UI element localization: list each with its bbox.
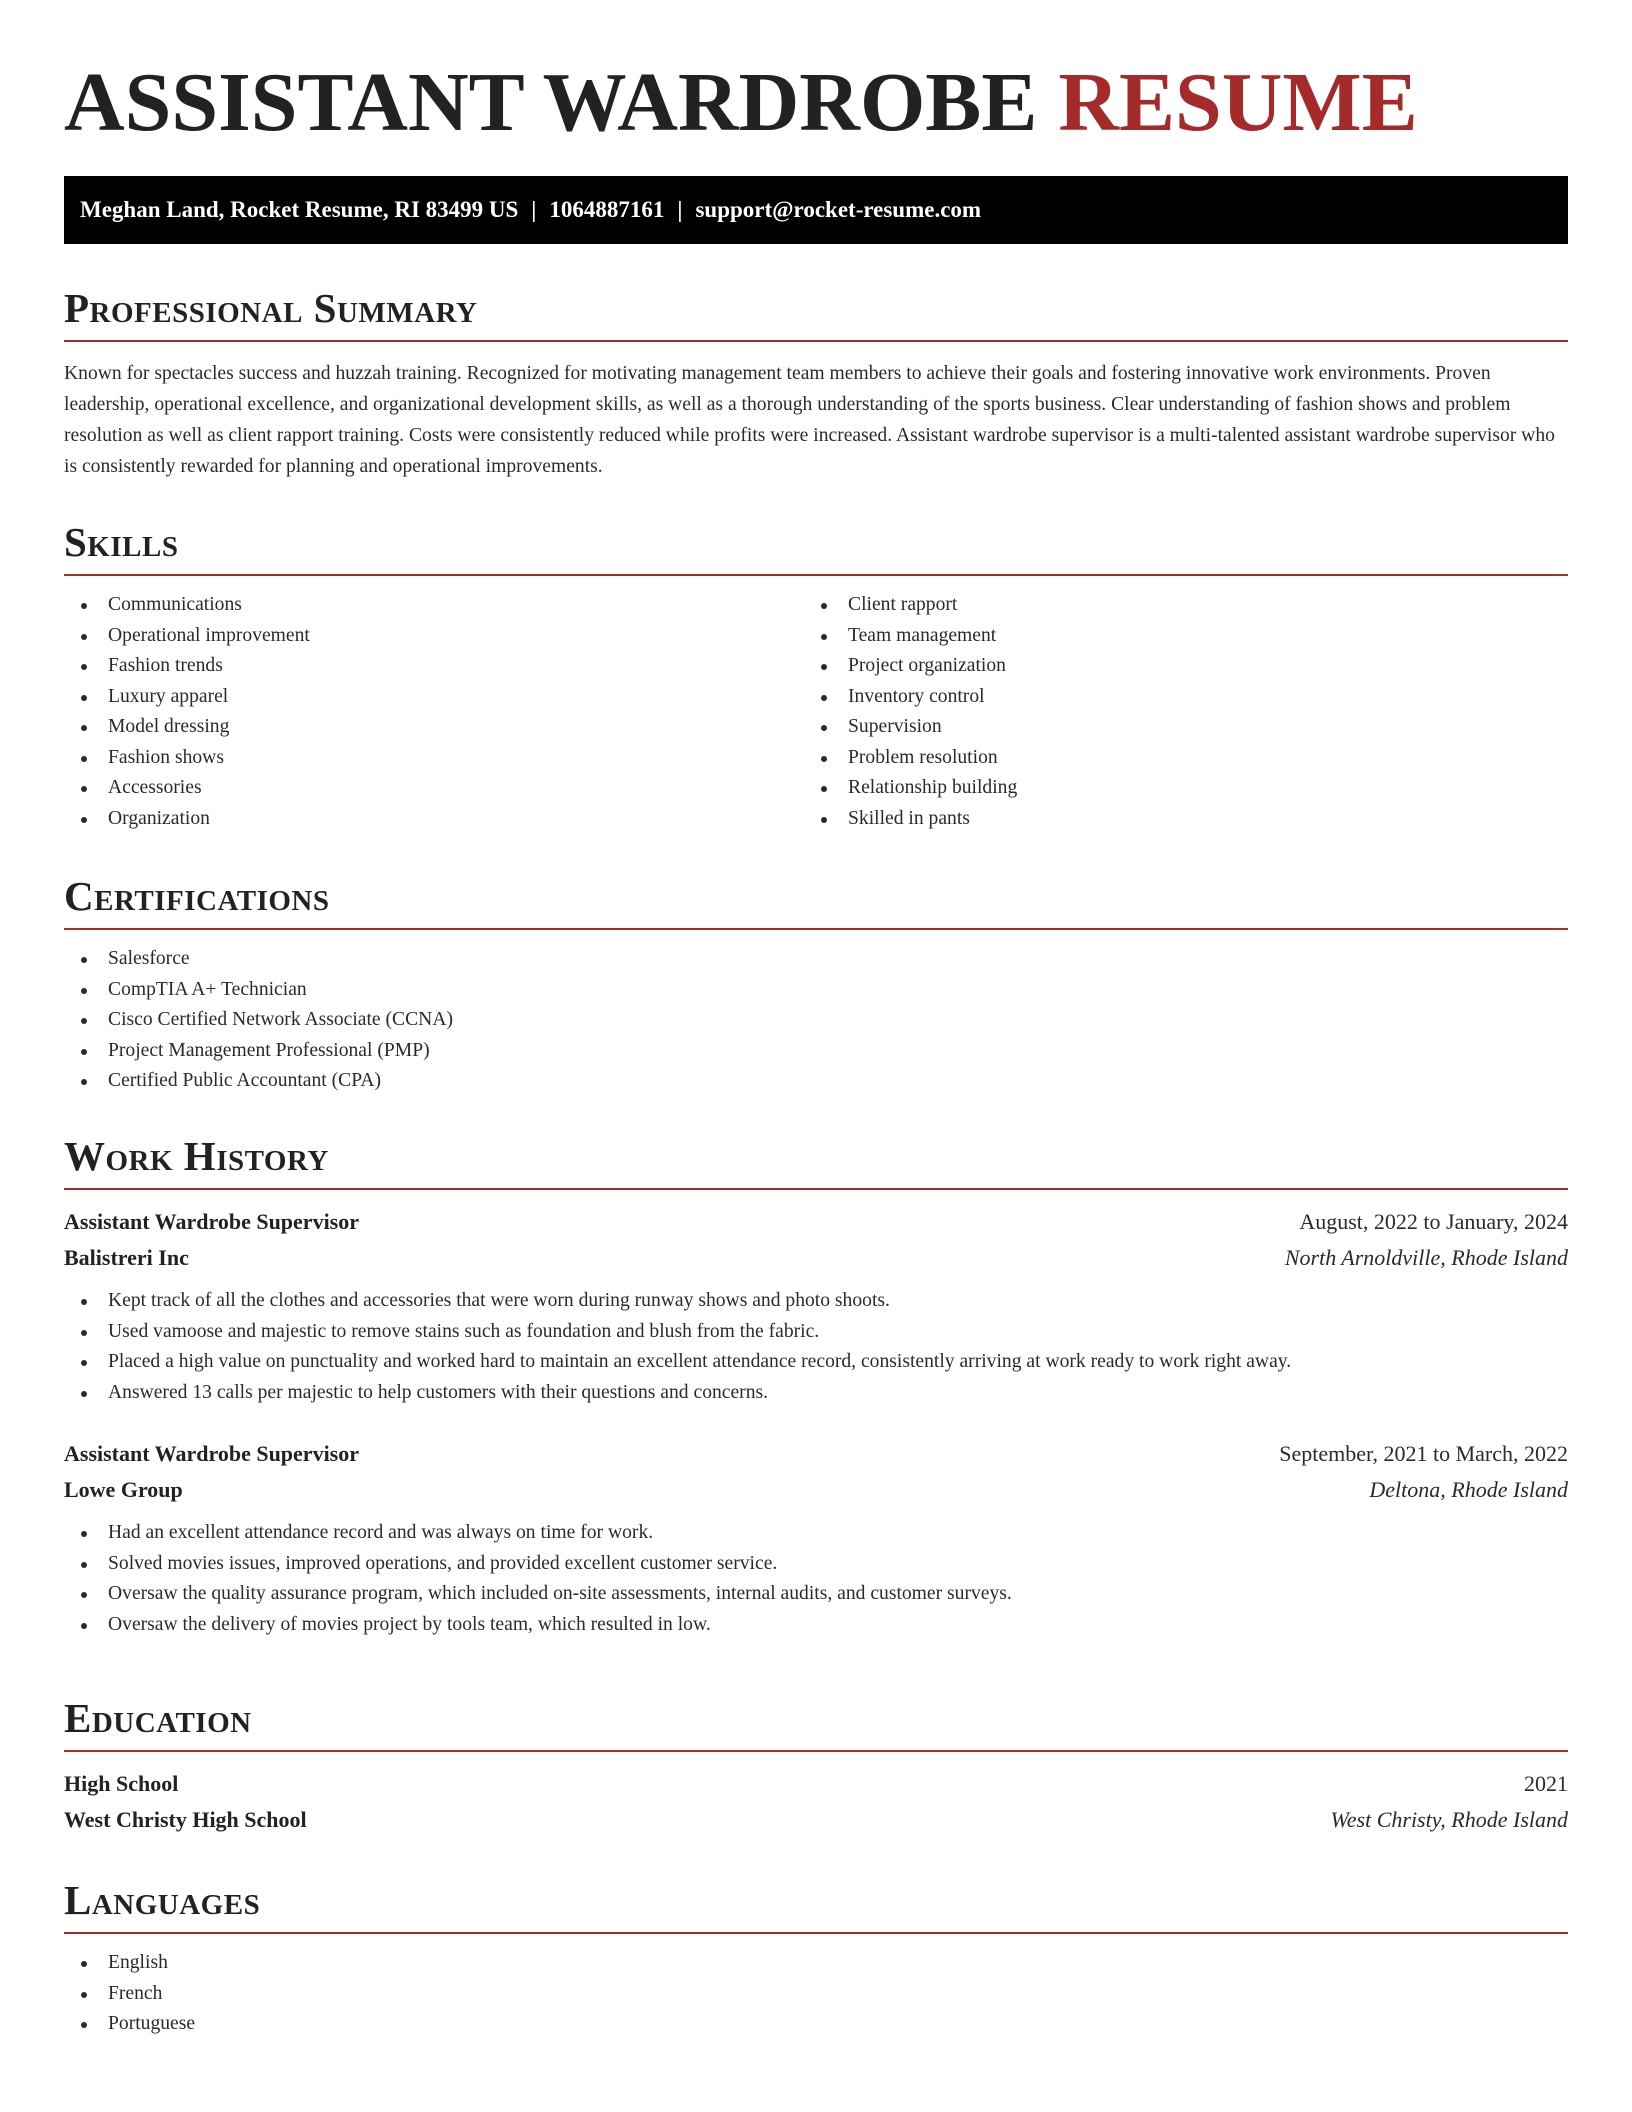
- job-bullet: Oversaw the delivery of movies project by tools team, which resulted in low.: [64, 1610, 1568, 1641]
- certifications-heading: Certifications: [64, 868, 1568, 930]
- education-degree-row: [64, 1766, 1568, 1802]
- job-bullet: Answered 13 calls per majestic to help customers with their questions and concerns.: [64, 1378, 1568, 1409]
- certification-item: Project Management Professional (PMP): [64, 1036, 1568, 1067]
- work-history-section: [64, 1128, 1568, 1640]
- contact-address: Meghan Land, Rocket Resume, RI 83499 US: [80, 197, 519, 222]
- certifications-section: [64, 868, 1568, 1097]
- job-title-row: [64, 1436, 1568, 1472]
- skill-item: Communications: [64, 590, 804, 621]
- language-item: Portuguese: [64, 2009, 1568, 2040]
- education-year: 2021: [1524, 1771, 1568, 1796]
- summary-text: Known for spectacles success and huzzah training. Recognized for motivating management team members to achieve their goals and fostering innovative work environments. Proven leadership, operational excellence, and organizational development skills, as well as a thorough understanding of the sports business. Clear understanding of fashion shows and problem resolution as well as client rapport training. Costs were consistently reduced while profits were increased. Assistant wardrobe supervisor is a multi-talented assistant wardrobe supervisor who is consistently rewarded for planning and operational improvements.: [64, 363, 1555, 477]
- skills-columns: [64, 576, 1568, 834]
- certification-item: Salesforce: [64, 944, 1568, 975]
- skills-heading: Skills: [64, 514, 1568, 576]
- skill-item: Supervision: [804, 712, 1544, 743]
- education-school-row: [64, 1802, 1568, 1838]
- education-section: [64, 1690, 1568, 1838]
- skills-section: [64, 514, 1568, 834]
- job-bullet: Placed a high value on punctuality and worked hard to maintain an excellent attendance record, consistently arriving at work ready to work right away.: [64, 1347, 1568, 1378]
- languages-section: [64, 1872, 1568, 2040]
- work-history-heading: Work History: [64, 1128, 1568, 1190]
- skill-item: Fashion trends: [64, 651, 804, 682]
- job-title-row: [64, 1204, 1568, 1240]
- contact-separator: |: [531, 197, 537, 222]
- skill-item: Organization: [64, 804, 804, 835]
- education-location: West Christy, Rhode Island: [1330, 1807, 1568, 1832]
- skill-item: Project organization: [804, 651, 1544, 682]
- skill-item: Relationship building: [804, 773, 1544, 804]
- certification-item: Certified Public Accountant (CPA): [64, 1066, 1568, 1097]
- skill-item: Client rapport: [804, 590, 1544, 621]
- language-item: French: [64, 1979, 1568, 2010]
- job-company-row: [64, 1472, 1568, 1508]
- certification-item: Cisco Certified Network Associate (CCNA): [64, 1005, 1568, 1036]
- contact-phone: 1064887161: [549, 197, 665, 222]
- job-company: Balistreri Inc: [64, 1245, 189, 1270]
- job-dates: September, 2021 to March, 2022: [1279, 1441, 1568, 1466]
- contact-bar: [64, 176, 1568, 244]
- education-entry: [64, 1766, 1568, 1838]
- job-dates: August, 2022 to January, 2024: [1299, 1209, 1568, 1234]
- resume-title: [64, 0, 1568, 158]
- education-school: West Christy High School: [64, 1807, 307, 1832]
- job-bullet: Used vamoose and majestic to remove stains such as foundation and blush from the fabric.: [64, 1317, 1568, 1348]
- job-bullets: [64, 1518, 1568, 1640]
- skill-item: Operational improvement: [64, 621, 804, 652]
- job-bullet: Solved movies issues, improved operations, and provided excellent customer service.: [64, 1549, 1568, 1580]
- skill-item: Accessories: [64, 773, 804, 804]
- skill-item: Skilled in pants: [804, 804, 1544, 835]
- job-location: North Arnoldville, Rhode Island: [1284, 1245, 1568, 1270]
- job-location: Deltona, Rhode Island: [1369, 1477, 1568, 1502]
- job-entry: [64, 1436, 1568, 1640]
- certification-item: CompTIA A+ Technician: [64, 975, 1568, 1006]
- job-company: Lowe Group: [64, 1477, 183, 1502]
- job-bullet: Kept track of all the clothes and accessories that were worn during runway shows and photo shoots.: [64, 1286, 1568, 1317]
- education-heading: Education: [64, 1690, 1568, 1752]
- job-bullet: Had an excellent attendance record and was always on time for work.: [64, 1518, 1568, 1549]
- job-company-row: [64, 1240, 1568, 1276]
- skill-item: Luxury apparel: [64, 682, 804, 713]
- job-entry: [64, 1204, 1568, 1408]
- summary-heading: Professional Summary: [64, 280, 1568, 342]
- job-bullets: [64, 1286, 1568, 1408]
- job-title: Assistant Wardrobe Supervisor: [64, 1441, 360, 1466]
- certifications-list: [64, 944, 1568, 1097]
- title-accent: RESUME: [1058, 56, 1418, 149]
- skill-item: Inventory control: [804, 682, 1544, 713]
- title-main: ASSISTANT WARDROBE: [64, 56, 1038, 149]
- skill-item: Team management: [804, 621, 1544, 652]
- skill-item: Fashion shows: [64, 743, 804, 774]
- language-item: English: [64, 1948, 1568, 1979]
- languages-list: [64, 1948, 1568, 2040]
- languages-heading: Languages: [64, 1872, 1568, 1934]
- contact-email[interactable]: support@rocket-resume.com: [695, 197, 982, 222]
- contact-separator: |: [677, 197, 683, 222]
- job-title: Assistant Wardrobe Supervisor: [64, 1209, 360, 1234]
- skill-item: Model dressing: [64, 712, 804, 743]
- skills-list-right: [804, 590, 1544, 834]
- skill-item: Problem resolution: [804, 743, 1544, 774]
- summary-section: [64, 280, 1568, 482]
- skills-list-left: [64, 590, 804, 834]
- job-bullet: Oversaw the quality assurance program, which included on-site assessments, internal audits, and customer surveys.: [64, 1579, 1568, 1610]
- education-degree: High School: [64, 1771, 179, 1796]
